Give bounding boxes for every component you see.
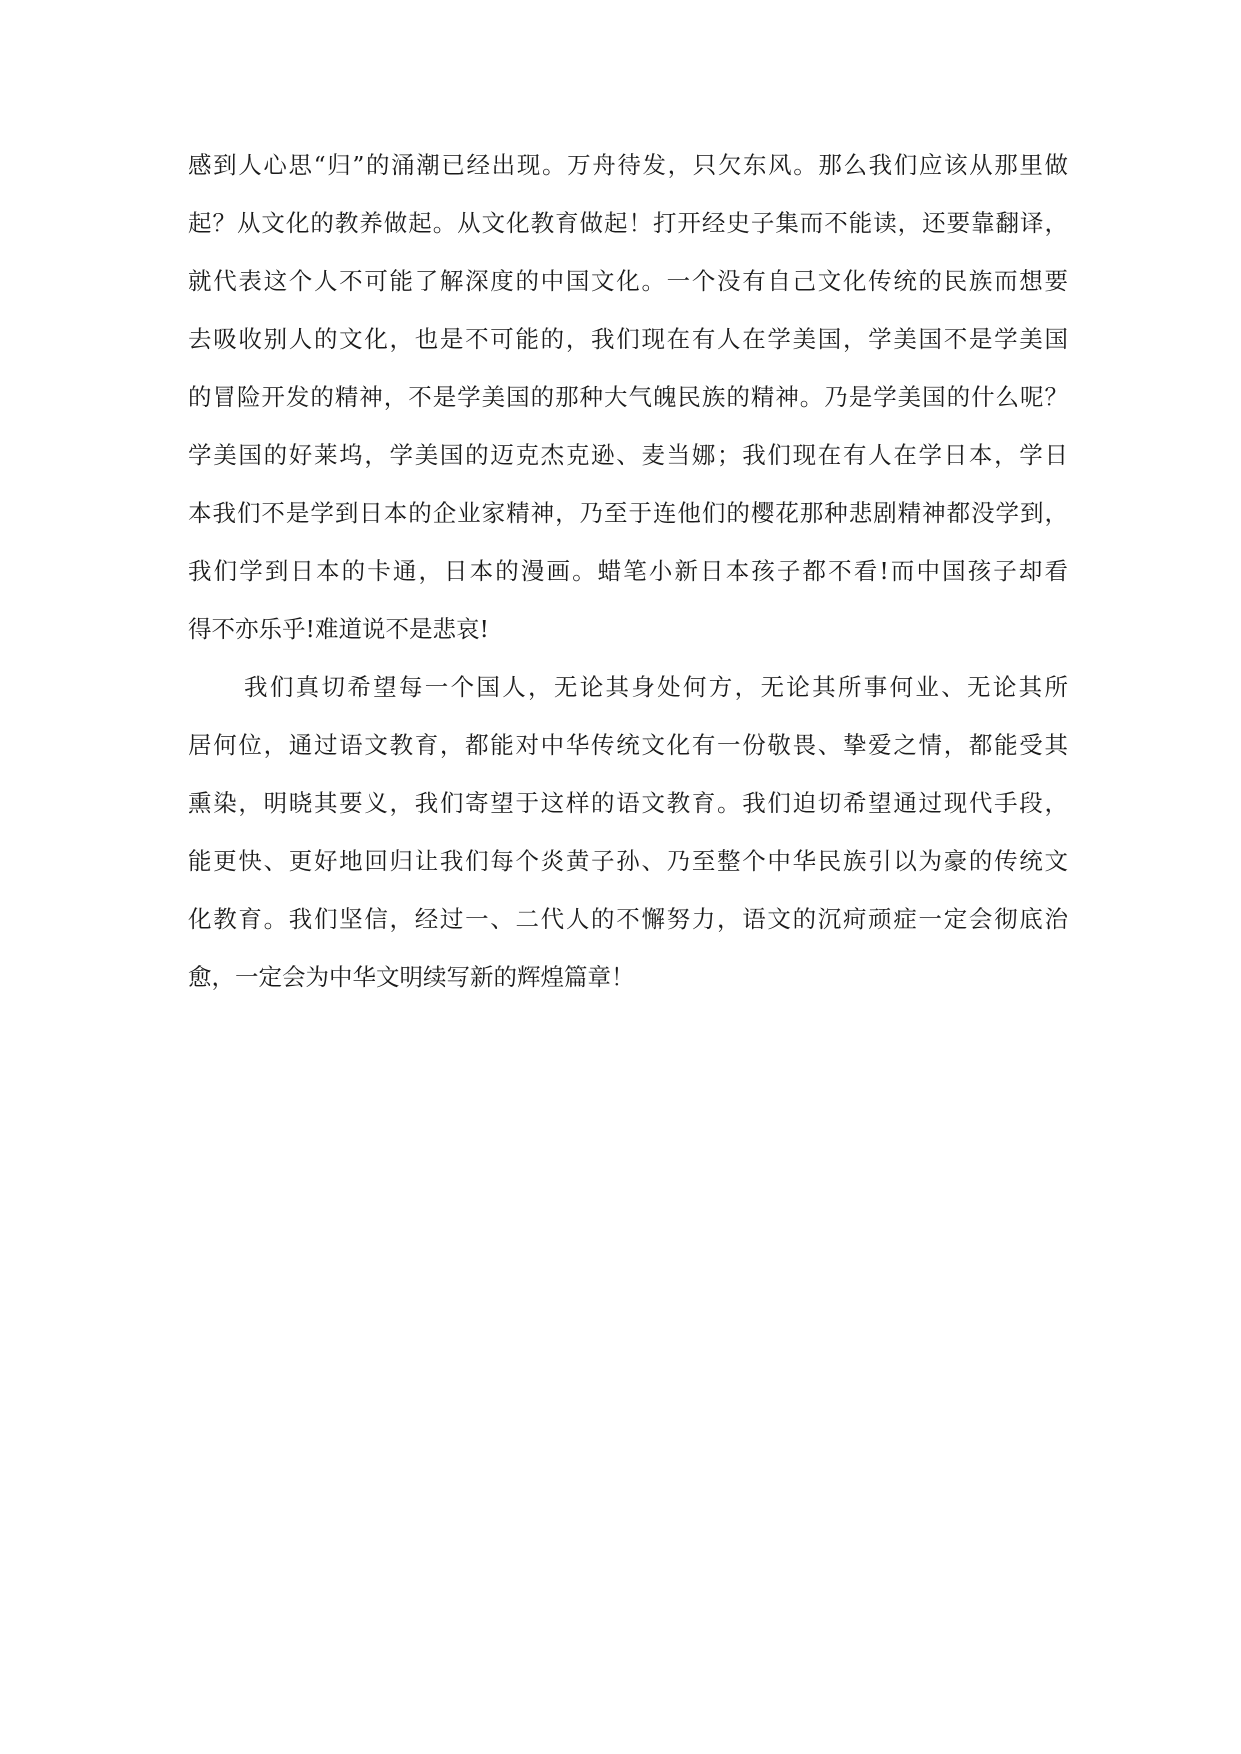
text-line: 就代表这个人不可能了解深度的中国文化。一个没有自己文化传统的民族而想要 xyxy=(188,267,1068,295)
text-line: 起？从文化的教养做起。从文化教育做起！打开经史子集而不能读，还要靠翻译， xyxy=(188,209,1068,237)
text-line: 我们学到日本的卡通，日本的漫画。蜡笔小新日本孩子都不看!而中国孩子却看 xyxy=(188,557,1068,585)
text-line: 我们真切希望每一个国人，无论其身处何方，无论其所事何业、无论其所 xyxy=(244,673,1068,701)
text-line: 去吸收别人的文化，也是不可能的，我们现在有人在学美国，学美国不是学美国 xyxy=(188,325,1068,353)
text-line: 得不亦乐乎!难道说不是悲哀! xyxy=(188,615,489,643)
text-line: 学美国的好莱坞，学美国的迈克杰克逊、麦当娜；我们现在有人在学日本，学日 xyxy=(188,441,1068,469)
paragraph-1 xyxy=(188,136,1068,658)
text-line: 本我们不是学到日本的企业家精神，乃至于连他们的樱花那种悲剧精神都没学到， xyxy=(188,499,1068,527)
text-line: 熏染，明晓其要义，我们寄望于这样的语文教育。我们迫切希望通过现代手段， xyxy=(188,789,1068,817)
text-line: 能更快、更好地回归让我们每个炎黄子孙、乃至整个中华民族引以为豪的传统文 xyxy=(188,847,1068,875)
text-line: 居何位，通过语文教育，都能对中华传统文化有一份敬畏、挚爱之情，都能受其 xyxy=(188,731,1068,759)
text-line: 的冒险开发的精神，不是学美国的那种大气魄民族的精神。乃是学美国的什么呢？ xyxy=(188,383,1068,411)
text-line: 愈，一定会为中华文明续写新的辉煌篇章！ xyxy=(188,963,635,991)
document-body xyxy=(188,136,1068,1006)
paragraph-2 xyxy=(188,658,1068,1006)
text-line: 化教育。我们坚信，经过一、二代人的不懈努力，语文的沉疴顽症一定会彻底治 xyxy=(188,905,1068,933)
text-line: 感到人心思“归”的涌潮已经出现。万舟待发，只欠东风。那么我们应该从那里做 xyxy=(188,151,1068,179)
